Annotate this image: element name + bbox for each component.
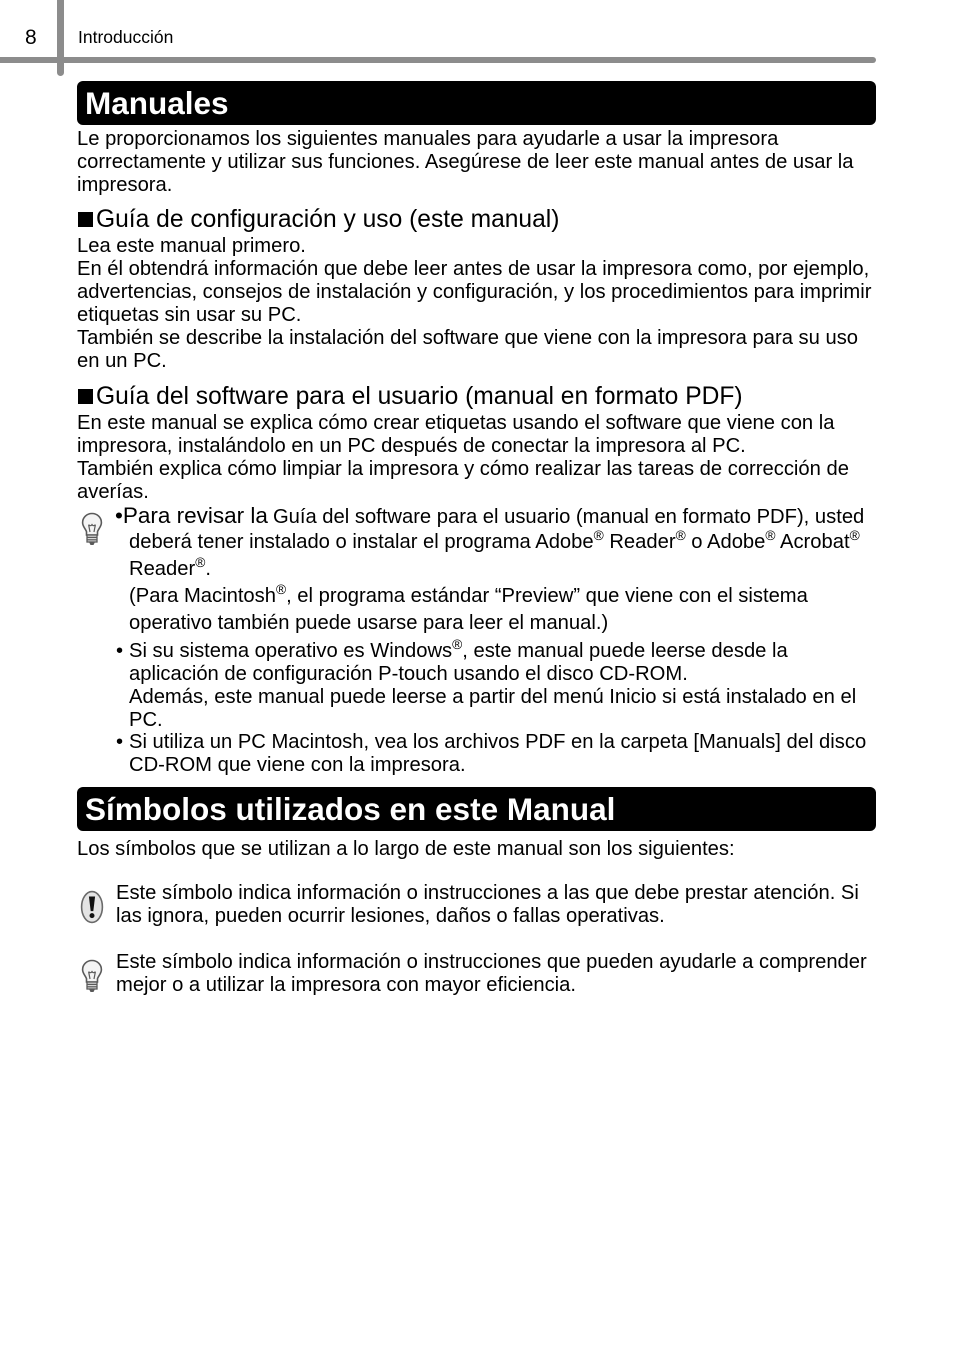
registered-mark: ® bbox=[275, 582, 287, 598]
note-icon-wrapper bbox=[81, 512, 103, 546]
text-line: También explica cómo limpiar la impresora y cómo realizar las tareas de corrección de bbox=[77, 458, 849, 480]
black-square-bullet-icon bbox=[78, 389, 93, 404]
header-horizontal-rule bbox=[0, 57, 876, 63]
registered-mark: ® bbox=[593, 528, 604, 544]
text-line: etiquetas sin usar su PC. bbox=[77, 304, 302, 326]
software-guide-paragraph bbox=[77, 412, 849, 504]
text-line: Este símbolo indica información o instrucciones a las que debe prestar atención. Si bbox=[116, 882, 859, 904]
registered-mark: ® bbox=[675, 528, 686, 544]
text-line: Le proporcionamos los siguientes manuales para ayudarle a usar la impresora bbox=[77, 128, 779, 150]
black-square-bullet-icon bbox=[78, 212, 93, 227]
text-line: CD-ROM que viene con la impresora. bbox=[129, 754, 466, 776]
section-title-bar-manuales bbox=[77, 81, 876, 125]
section-title: Símbolos utilizados en este Manual bbox=[85, 791, 616, 827]
section-title: Manuales bbox=[85, 85, 229, 121]
subheading-setup-guide bbox=[78, 206, 559, 234]
text-line: Si utiliza un PC Macintosh, vea los archivos PDF en la carpeta [Manuals] del disco bbox=[129, 731, 867, 753]
lightbulb-icon bbox=[81, 512, 103, 546]
registered-mark: ® bbox=[765, 528, 776, 544]
symbols-intro bbox=[77, 838, 735, 861]
text-line: PC. bbox=[129, 709, 163, 731]
text-line: impresora. bbox=[77, 174, 173, 196]
text-line: deberá tener instalado o instalar el programa Adobe® Reader® o Adobe® Acrobat® bbox=[129, 528, 860, 553]
warning-symbol-description bbox=[116, 882, 859, 928]
note-text: Guía del software para el usuario (manual en formato PDF), usted bbox=[272, 506, 865, 528]
text-line: mejor o a utilizar la impresora con mayor eficiencia. bbox=[116, 974, 577, 996]
section-title-bar-simbolos bbox=[77, 787, 876, 831]
text-line: Lea este manual primero. bbox=[77, 235, 306, 257]
text-line: averías. bbox=[77, 481, 149, 503]
subheading-text: Guía del software para el usuario (manual en formato PDF) bbox=[96, 383, 743, 410]
text-line: Reader®. bbox=[129, 555, 211, 580]
text-line: advertencias, consejos de instalación y configuración, y los procedimientos para imprimir bbox=[77, 281, 872, 303]
registered-mark: ® bbox=[195, 555, 206, 571]
note-block bbox=[115, 502, 864, 637]
text-line: las ignora, pueden ocurrir lesiones, daños o fallas operativas. bbox=[116, 905, 665, 927]
running-header-title: Introducción bbox=[78, 27, 174, 47]
text-line: (Para Macintosh®, el programa estándar “Preview” que viene con el sistema bbox=[129, 582, 808, 607]
bullet: • bbox=[116, 731, 124, 753]
setup-guide-paragraph bbox=[77, 235, 871, 373]
warning-icon bbox=[80, 890, 104, 924]
text-line: aplicación de configuración P-touch usando el disco CD-ROM. bbox=[129, 663, 688, 685]
text-line: Este símbolo indica información o instrucciones que pueden ayudarle a comprender bbox=[116, 951, 867, 973]
text-line: impresora, instalándolo en un PC después de conectar la impresora al PC. bbox=[77, 435, 746, 457]
note-item bbox=[129, 731, 866, 777]
text-line: en un PC. bbox=[77, 350, 167, 372]
warning-icon-wrapper bbox=[80, 890, 104, 924]
tip-icon-wrapper bbox=[81, 959, 103, 993]
registered-mark: ® bbox=[452, 637, 463, 653]
text-line: correctamente y utilizar sus funciones. Asegúrese de leer este manual antes de usar la bbox=[77, 151, 854, 173]
text-line: En este manual se explica cómo crear etiquetas usando el software que viene con la bbox=[77, 412, 835, 434]
note-lead-text: •Para revisar la bbox=[115, 503, 268, 528]
page-number: 8 bbox=[25, 26, 37, 49]
tip-symbol-description bbox=[116, 951, 867, 997]
lightbulb-icon bbox=[81, 959, 103, 993]
text-line: También se describe la instalación del software que viene con la impresora para su uso bbox=[77, 327, 859, 349]
text-line: Además, este manual puede leerse a partir del menú Inicio si está instalado en el bbox=[129, 686, 857, 708]
text-line: operativo también puede usarse para leer el manual.) bbox=[129, 612, 609, 634]
text-line: En él obtendrá información que debe leer antes de usar la impresora como, por ejemplo, bbox=[77, 258, 870, 280]
header-vertical-rule bbox=[57, 0, 64, 76]
bullet: • bbox=[116, 640, 124, 662]
text-line: Los símbolos que se utilizan a lo largo de este manual son los siguientes: bbox=[77, 838, 735, 860]
intro-paragraph bbox=[77, 128, 854, 197]
note-item bbox=[129, 637, 857, 732]
note-item bbox=[115, 502, 864, 529]
registered-mark: ® bbox=[849, 528, 860, 544]
text-line: Si su sistema operativo es Windows®, este manual puede leerse desde la bbox=[129, 637, 788, 662]
subheading-software-guide bbox=[78, 383, 743, 411]
subheading-text: Guía de configuración y uso (este manual) bbox=[96, 206, 560, 233]
